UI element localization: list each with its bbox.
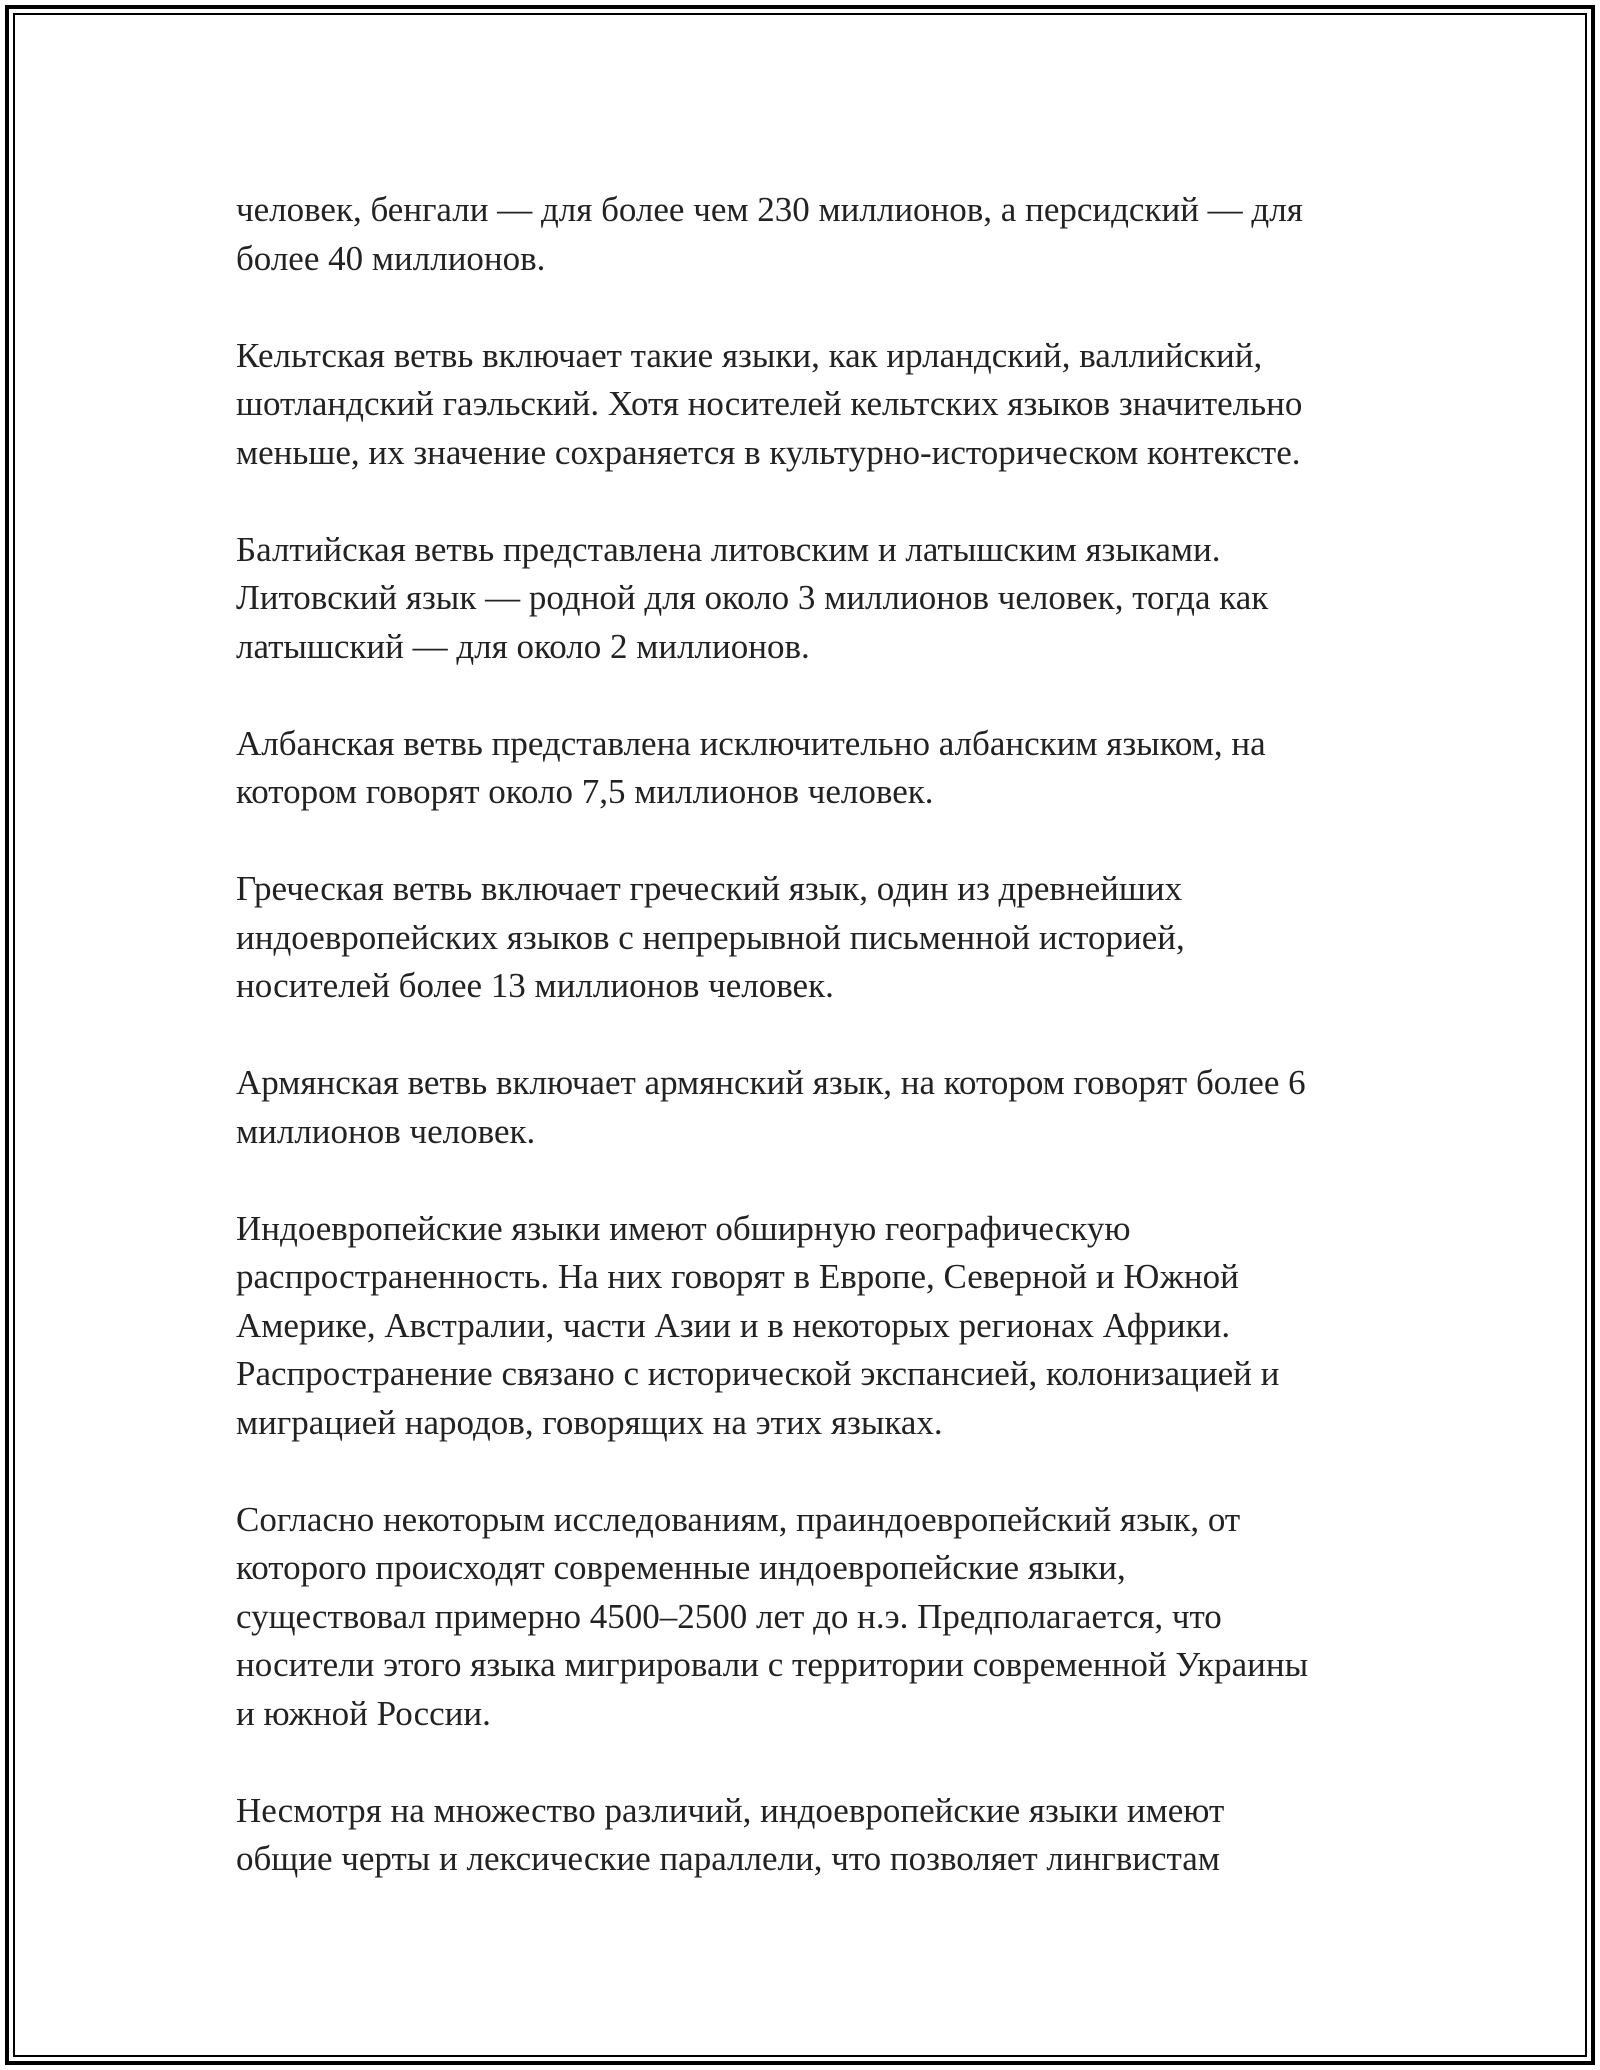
text-line: Индоевропейские языки имеют обширную географическую (236, 1208, 1131, 1248)
paragraph (236, 1787, 1386, 1884)
text-line: Албанская ветвь представлена исключительно албанским языком, на (236, 723, 1266, 763)
text-line: носителей более 13 миллионов человек. (236, 966, 834, 1005)
text-line: которого происходят современные индоевропейские языки, (236, 1548, 1126, 1587)
text-line: миграцией народов, говорящих на этих языках. (236, 1402, 943, 1442)
text-line: Распространение связано с исторической экспансией, колонизацией и (236, 1354, 1280, 1393)
paragraph (236, 1205, 1386, 1448)
text-line: общие черты и лексические параллели, что позволяет лингвистам (236, 1839, 1220, 1878)
text-line: Балтийская ветвь представлена литовским и латышским языками. (236, 529, 1221, 569)
text-line: котором говорят около 7,5 миллионов человек. (236, 772, 934, 811)
text-line: и южной России. (236, 1693, 491, 1733)
text-line: латышский — для около 2 миллионов. (236, 626, 810, 666)
text-line: существовал примерно 4500–2500 лет до н.э. Предполагается, что (236, 1596, 1222, 1636)
paragraph (236, 1059, 1386, 1156)
text-line: Литовский язык — родной для около 3 миллионов человек, тогда как (236, 578, 1269, 617)
paragraph (236, 865, 1386, 1011)
paragraph (236, 186, 1386, 283)
text-line: человек, бенгали — для более чем 230 миллионов, а персидский — для (236, 190, 1303, 229)
text-line: более 40 миллионов. (236, 238, 546, 278)
text-line: меньше, их значение сохраняется в культурно-историческом контексте. (236, 432, 1301, 472)
text-line: Согласно некоторым исследованиям, праиндоевропейский язык, от (236, 1499, 1241, 1539)
text-line: Греческая ветвь включает греческий язык, один из древнейших (236, 869, 1183, 908)
text-line: Америке, Австралии, части Азии и в некоторых регионах Африки. (236, 1305, 1231, 1345)
text-line: шотландский гаэльский. Хотя носителей кельтских языков значительно (236, 384, 1303, 423)
paragraph (236, 1496, 1386, 1739)
text-line: Несмотря на множество различий, индоевропейские языки имеют (236, 1790, 1225, 1830)
paragraph (236, 720, 1386, 817)
text-line: миллионов человек. (236, 1111, 536, 1151)
text-line: Кельтская ветвь включает такие языки, как ирландский, валлийский, (236, 335, 1263, 375)
paragraph (236, 332, 1386, 478)
paragraph (236, 526, 1386, 672)
text-line: Армянская ветвь включает армянский язык, на котором говорят более 6 (236, 1063, 1306, 1102)
document-body (236, 186, 1386, 1932)
text-line: индоевропейских языков с непрерывной письменной историей, (236, 917, 1185, 957)
text-line: распространенность. На них говорят в Европе, Северной и Южной (236, 1257, 1239, 1296)
text-line: носители этого языка мигрировали с территории современной Украины (236, 1645, 1309, 1684)
